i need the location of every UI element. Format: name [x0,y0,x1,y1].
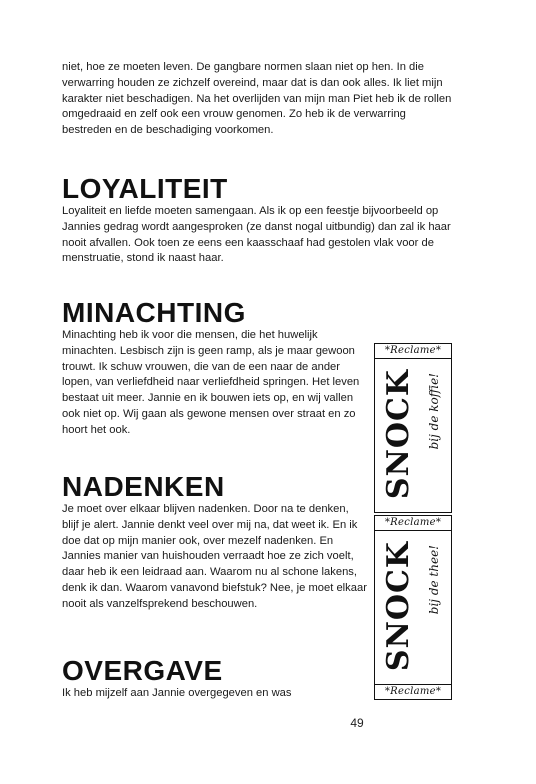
intro-paragraph: niet, hoe ze moeten leven. De gangbare normen slaan niet op hen. In die verwarring houden ze zichzelf overeind, maar dat is dan ook alles. Ik liet mijn karakter niet beschadigen. Na het overlijden van mijn man Piet heb ik de rollen omgedraaid en zelf ook een vrouw genomen. Zo heb ik de verwarring bestreden en de beschadiging voorkomen. [62,61,452,137]
heading-overgave: OVERGAVE [62,655,223,686]
ad-brand-name: SNOCK [381,541,416,672]
ad-label: *Reclame* [384,686,442,697]
ad-slogan: bij de thee! [427,545,441,615]
ad-slogan: bij de koffie! [427,373,441,450]
overgave-paragraph: Ik heb mijzelf aan Jannie overgegeven en was [62,687,292,699]
nadenken-paragraph: Je moet over elkaar blijven nadenken. Door na te denken, blijf je alert. Jannie denkt veel over mij na, dat weet ik. En ik doe dat op mijn manier ook, over mezelf nadenken. En Jannies manier van huishouden verraadt hoe ze zich voelt, daar heb ik een leidraad aan. Waarom nu al schone lakens, denk ik dan. Waarom vanavond biefstuk? Nee, je moet elkaar nooit als vanzelfsprekend beschouwen. [62,503,367,610]
heading-minachting: MINACHTING [62,297,246,328]
ad-label: *Reclame* [375,344,451,359]
page-number: 49 [350,716,364,730]
minachting-paragraph: Minachting heb ik voor die mensen, die het huwelijk minachten. Lesbisch zijn is geen ramp, als je maar gewoon trouwt. Ik schuw vrouwen, die van de een naar de ander lopen, van verliefdheid naar verliefdheid springen. Het leven bestaat uit meer. Jannie en ik bouwen iets op, en wij vallen ook niet op. Wij gaan als gewone mensen over straat en zo hoort het ook. [62,329,360,436]
heading-loyaliteit: LOYALITEIT [62,173,228,204]
ad-label: *Reclame* [375,516,451,531]
heading-nadenken: NADENKEN [62,471,225,502]
advertisement-snock-thee [374,515,452,685]
advertisement-partial [374,684,452,700]
loyaliteit-paragraph: Loyaliteit en liefde moeten samengaan. Als ik op een feestje bijvoorbeeld op Jannies gedrag wordt aangesproken (ze danst nogal uitbundig) dan zal ik haar nooit afvallen. Ook toen ze eens een kaasschaaf had gestolen vlak voor de menstruatie, stond ik naast haar. [62,205,451,265]
ad-brand-name: SNOCK [381,369,416,500]
advertisement-snock-koffie [374,343,452,513]
